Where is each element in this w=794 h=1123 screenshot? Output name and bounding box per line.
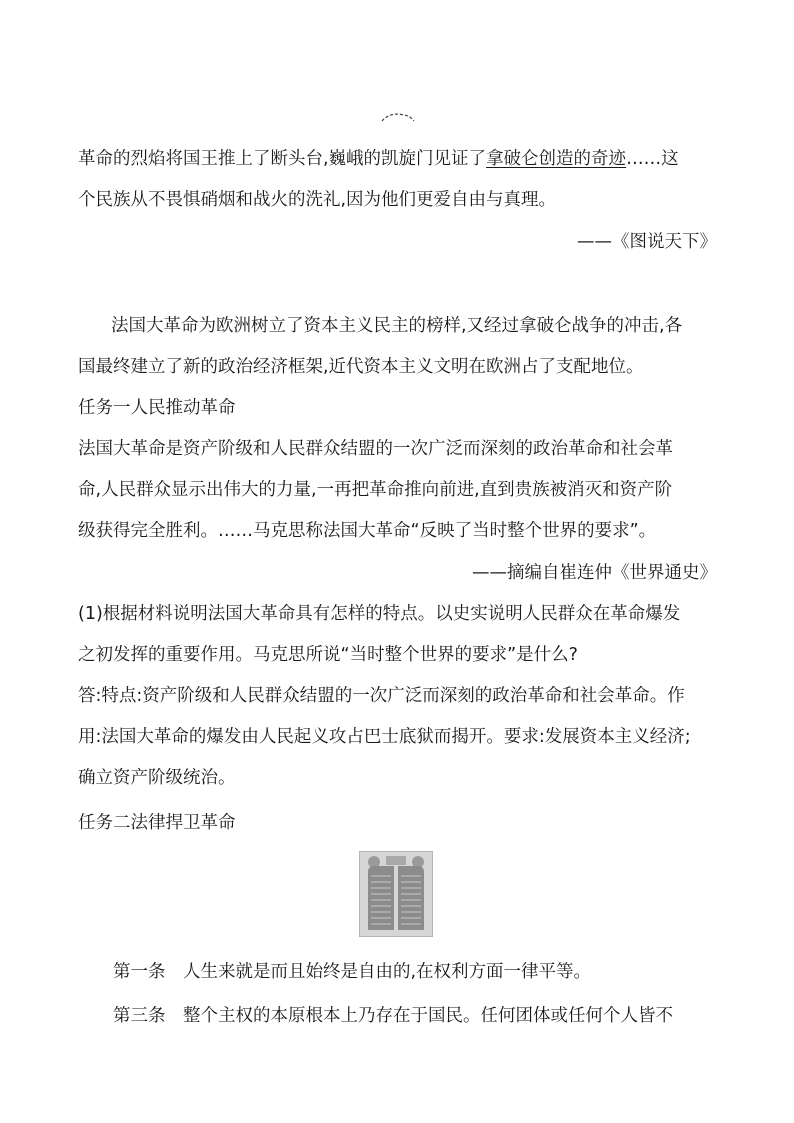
declaration-tablet-icon <box>360 852 432 936</box>
answer-line-2: 用:法国大革命的爆发由人民起义攻占巴士底狱而揭开。要求:发展资本主义经济; <box>78 727 691 747</box>
answer-line-3: 确立资产阶级统治。 <box>78 768 236 788</box>
decorative-mark-icon <box>380 112 416 124</box>
task1-title: 任务一人民推动革命 <box>78 398 236 418</box>
declaration-image <box>359 851 433 937</box>
task1-material-line-2: 命,人民群众显示出伟大的力量,一再把革命推向前进,直到贵族被消灭和资产阶 <box>78 480 673 500</box>
underlined-phrase: 拿破仑创造的奇迹 <box>486 149 627 169</box>
answer-line-1: 答:特点:资产阶级和人民群众结盟的一次广泛而深刻的政治革命和社会革命。作 <box>78 686 685 706</box>
task1-material-line-1: 法国大革命是资产阶级和人民群众结盟的一次广泛而深刻的政治革命和社会革 <box>78 439 673 459</box>
task2-title: 任务二法律捍卫革命 <box>78 813 236 833</box>
article-3: 第三条 整个主权的本原根本上乃存在于国民。任何团体或任何个人皆不 <box>113 1006 673 1026</box>
question-line-1: (1)根据材料说明法国大革命具有怎样的特点。以史实说明人民群众在革命爆发 <box>78 604 681 624</box>
intro-line-2: 国最终建立了新的政治经济框架,近代资本主义文明在欧洲占了支配地位。 <box>78 357 644 377</box>
task1-material-line-3: 级获得完全胜利。……马克思称法国大革命“反映了当时整个世界的要求”。 <box>78 521 657 541</box>
intro-line-1: 法国大革命为欧洲树立了资本主义民主的榜样,又经过拿破仑战争的冲击,各 <box>111 316 683 336</box>
task1-source: ——摘编自崔连仲《世界通史》 <box>472 563 717 583</box>
passage-text-end: ……这 <box>626 149 679 169</box>
passage-line-2: 个民族从不畏惧硝烟和战火的洗礼,因为他们更爱自由与真理。 <box>78 190 557 210</box>
passage-line-1 <box>78 147 679 171</box>
question-line-2: 之初发挥的重要作用。马克思所说“当时整个世界的要求”是什么? <box>78 645 578 665</box>
passage-source: ——《图说天下》 <box>577 232 717 252</box>
article-1: 第一条 人生来就是而且始终是自由的,在权利方面一律平等。 <box>113 962 592 982</box>
passage-text: 革命的烈焰将国王推上了断头台,巍峨的凯旋门见证了 <box>78 149 487 169</box>
